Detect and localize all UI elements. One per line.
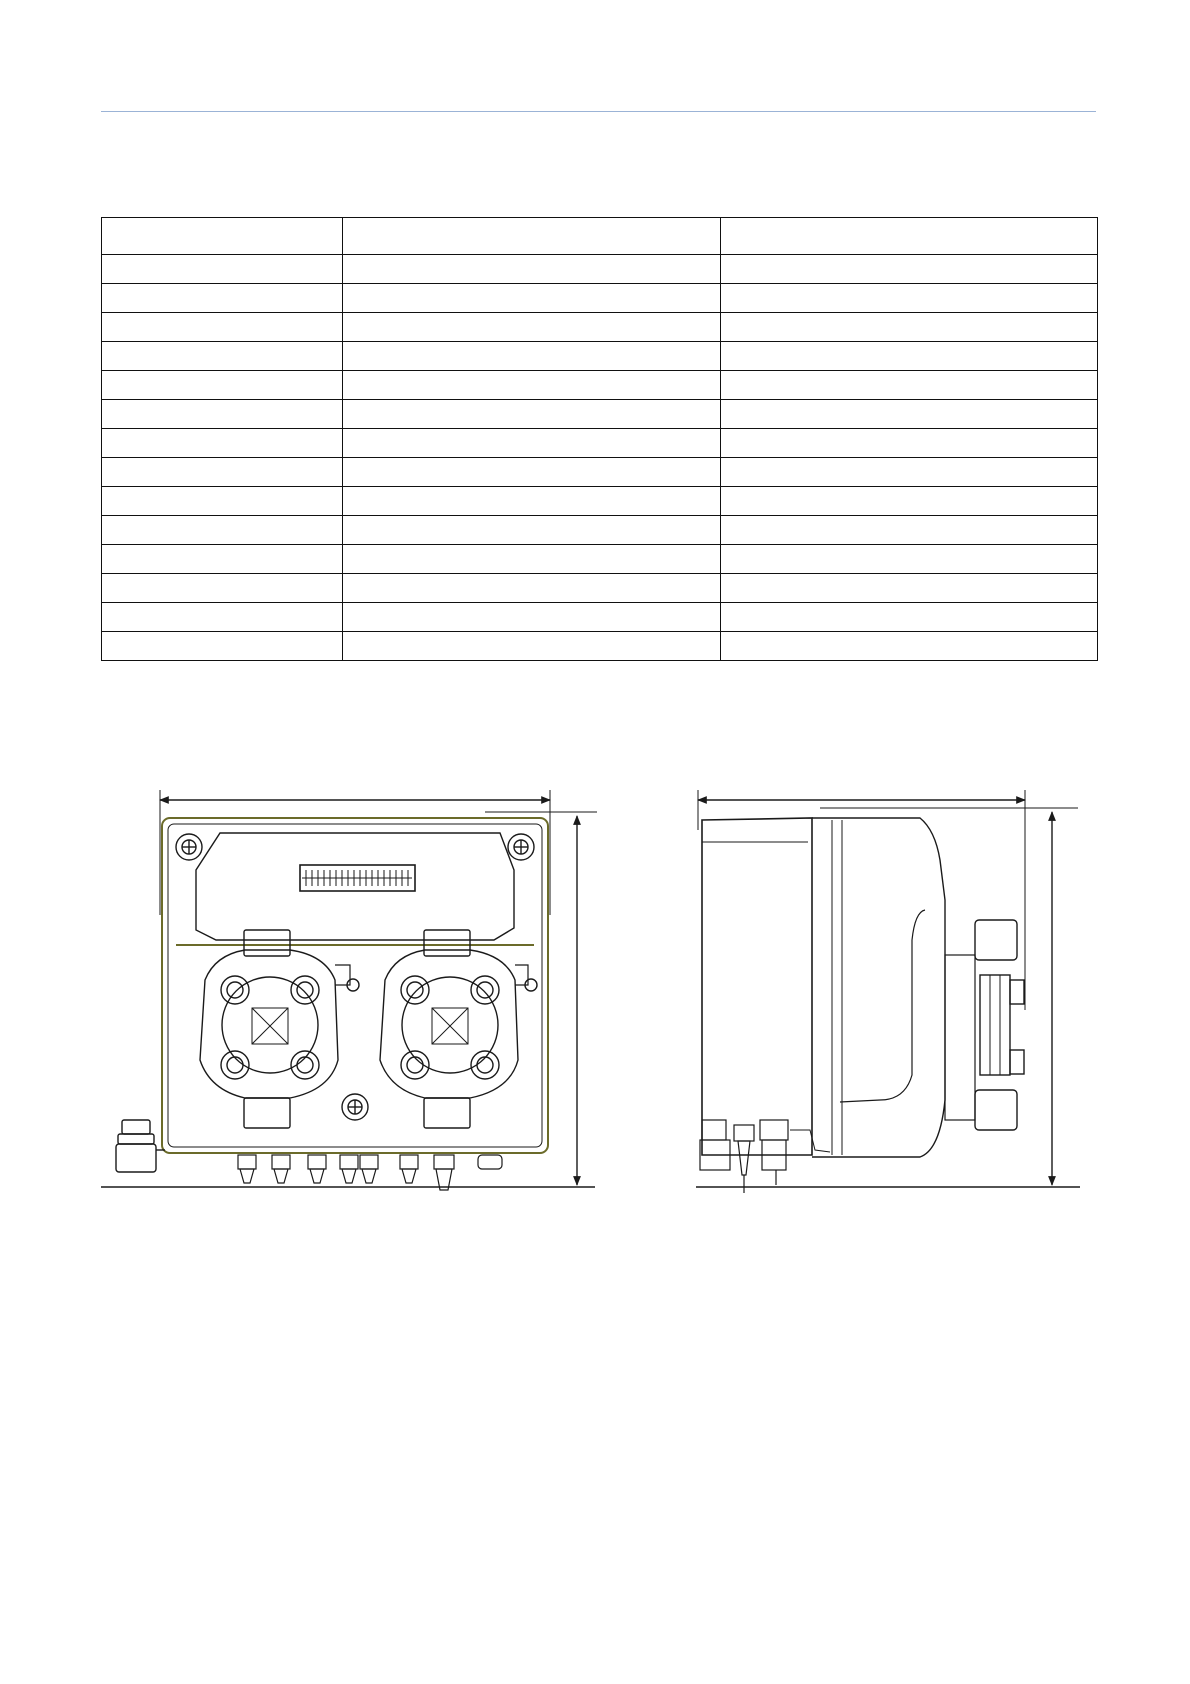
screw-icon xyxy=(508,834,534,860)
table-row xyxy=(102,284,1098,313)
spec-table-body xyxy=(102,218,1098,661)
table-cell xyxy=(721,313,1098,342)
table-cell xyxy=(721,371,1098,400)
table-cell xyxy=(343,603,721,632)
table-cell xyxy=(343,371,721,400)
table-cell xyxy=(721,632,1098,661)
table-cell xyxy=(343,400,721,429)
bottom-connectors xyxy=(238,1155,502,1190)
cable-gland xyxy=(116,1120,165,1172)
table-cell xyxy=(343,284,721,313)
table-cell xyxy=(343,313,721,342)
table-row xyxy=(102,429,1098,458)
cover-profile xyxy=(840,910,925,1102)
table-cell xyxy=(102,313,343,342)
table-row xyxy=(102,545,1098,574)
table-cell xyxy=(721,603,1098,632)
table-row xyxy=(102,400,1098,429)
display-cover xyxy=(196,833,514,940)
table-cell xyxy=(102,632,343,661)
front-view-drawing xyxy=(101,790,597,1190)
table-row xyxy=(102,255,1098,284)
table-row xyxy=(102,458,1098,487)
pump-head-right xyxy=(380,930,537,1128)
table-cell xyxy=(343,574,721,603)
table-cell xyxy=(343,342,721,371)
table-row xyxy=(102,574,1098,603)
table-cell xyxy=(102,371,343,400)
table-cell xyxy=(343,218,721,255)
table-cell xyxy=(343,458,721,487)
table-row xyxy=(102,371,1098,400)
table-cell xyxy=(721,429,1098,458)
screw-icon xyxy=(342,1094,368,1120)
table-cell xyxy=(721,255,1098,284)
table-row xyxy=(102,516,1098,545)
table-cell xyxy=(721,545,1098,574)
table-cell xyxy=(102,458,343,487)
header-rule xyxy=(101,111,1096,112)
table-cell xyxy=(102,429,343,458)
table-row xyxy=(102,313,1098,342)
table-cell xyxy=(102,400,343,429)
table-row xyxy=(102,632,1098,661)
table-row xyxy=(102,218,1098,255)
table-cell xyxy=(721,400,1098,429)
table-cell xyxy=(721,218,1098,255)
table-cell xyxy=(343,429,721,458)
table-row xyxy=(102,342,1098,371)
pump-head-side xyxy=(945,920,1024,1130)
side-housing xyxy=(702,818,812,1155)
pump-head-left xyxy=(200,930,359,1128)
table-cell xyxy=(343,255,721,284)
table-cell xyxy=(102,218,343,255)
table-cell xyxy=(721,487,1098,516)
table-cell xyxy=(102,255,343,284)
lcd-segments xyxy=(302,870,412,886)
table-cell xyxy=(102,487,343,516)
table-cell xyxy=(102,516,343,545)
table-cell xyxy=(721,342,1098,371)
table-cell xyxy=(102,603,343,632)
table-cell xyxy=(721,458,1098,487)
table-cell xyxy=(721,284,1098,313)
table-cell xyxy=(102,342,343,371)
spec-table xyxy=(101,217,1098,661)
table-cell xyxy=(343,545,721,574)
side-bottom-connectors xyxy=(700,1120,830,1193)
table-cell xyxy=(343,516,721,545)
table-cell xyxy=(343,632,721,661)
side-view-drawing xyxy=(696,790,1080,1193)
table-cell xyxy=(343,487,721,516)
table-row xyxy=(102,603,1098,632)
table-cell xyxy=(102,545,343,574)
table-cell xyxy=(721,574,1098,603)
technical-drawing xyxy=(0,760,1190,1220)
table-row xyxy=(102,487,1098,516)
table-cell xyxy=(102,284,343,313)
table-cell xyxy=(102,574,343,603)
screw-icon xyxy=(176,834,202,860)
housing-inner-outline xyxy=(168,824,542,1147)
table-cell xyxy=(721,516,1098,545)
